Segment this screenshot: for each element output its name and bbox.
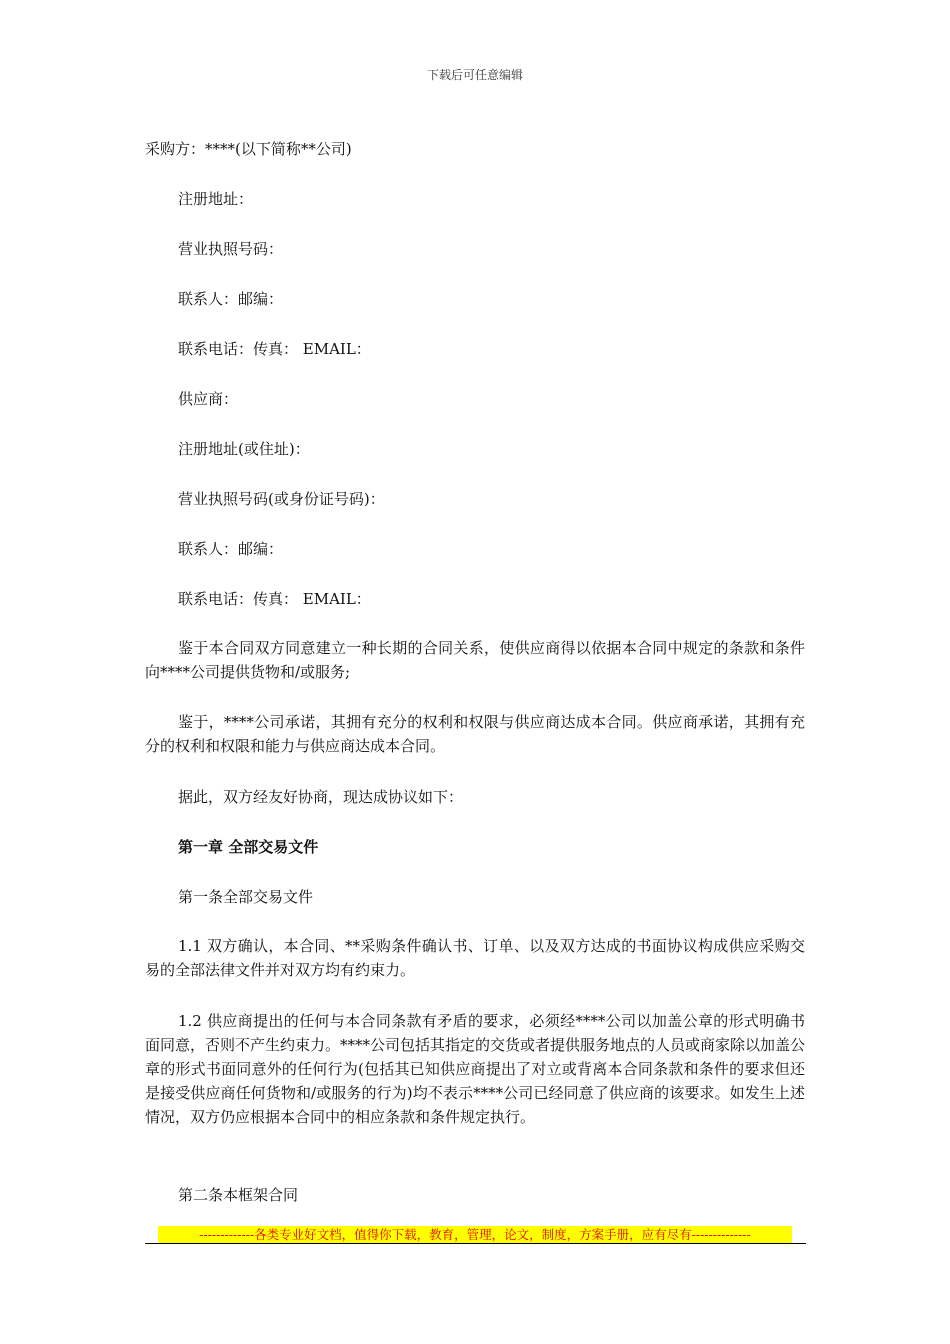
buyer-phone: 联系电话：传真： EMAIL： <box>178 340 371 358</box>
buyer-address: 注册地址： <box>178 190 254 208</box>
clause-1-2: 1.2 供应商提出的任何与本合同条款有矛盾的要求，必须经****公司以加盖公章的形式明确书面同意，否则不产生约束力。****公司包括其指定的交货或者提供服务地点的人员或商家除以加盖公章的形式书面同意外的任何行为(包括其已知供应商提出了对立或背离本合同条款和条件的要求但还是接受供应商任何货物和/或服务的行为)均不表示****公司已经同意了供应商的该要求。如发生上述情况，双方仍应根据本合同中的相应条款和条件规定执行。 <box>145 1012 806 1126</box>
page-header: 下载后可任意编辑 <box>426 68 523 82</box>
recital-paragraph-3: 据此，双方经友好协商，现达成协议如下： <box>178 788 464 806</box>
footer-banner: -------------各类专业好文档，值得你下载，教育，管理，论文，制度，方案手册，应有尽有-------------- <box>158 1226 792 1243</box>
buyer-contact: 联系人：邮编： <box>178 290 284 308</box>
supplier-license: 营业执照号码(或身份证号码)： <box>178 490 385 508</box>
recital-paragraph-1: 鉴于本合同双方同意建立一种长期的合同关系，使供应商得以依据本合同中规定的条款和条件向****公司提供货物和/或服务; <box>145 639 805 681</box>
buyer-title: 采购方：****(以下简称**公司) <box>145 140 352 158</box>
article-1-title: 第一条全部交易文件 <box>178 888 314 906</box>
supplier-phone: 联系电话：传真： EMAIL： <box>178 590 371 608</box>
supplier-title: 供应商： <box>178 390 239 408</box>
clause-1-1: 1.1 双方确认，本合同、**采购条件确认书、订单、以及双方达成的书面协议构成供应采购交易的全部法律文件并对双方均有约束力。 <box>145 937 805 979</box>
footer-rule <box>145 1243 806 1244</box>
chapter-1-title: 第一章 全部交易文件 <box>178 838 319 856</box>
recital-paragraph-2: 鉴于，****公司承诺，其拥有充分的权利和权限与供应商达成本合同。供应商承诺，其拥有充分的权利和权限和能力与供应商达成本合同。 <box>145 713 805 755</box>
buyer-license: 营业执照号码： <box>178 240 284 258</box>
article-2-title: 第二条本框架合同 <box>178 1186 299 1204</box>
supplier-address: 注册地址(或住址)： <box>178 440 310 458</box>
supplier-contact: 联系人：邮编： <box>178 540 284 558</box>
